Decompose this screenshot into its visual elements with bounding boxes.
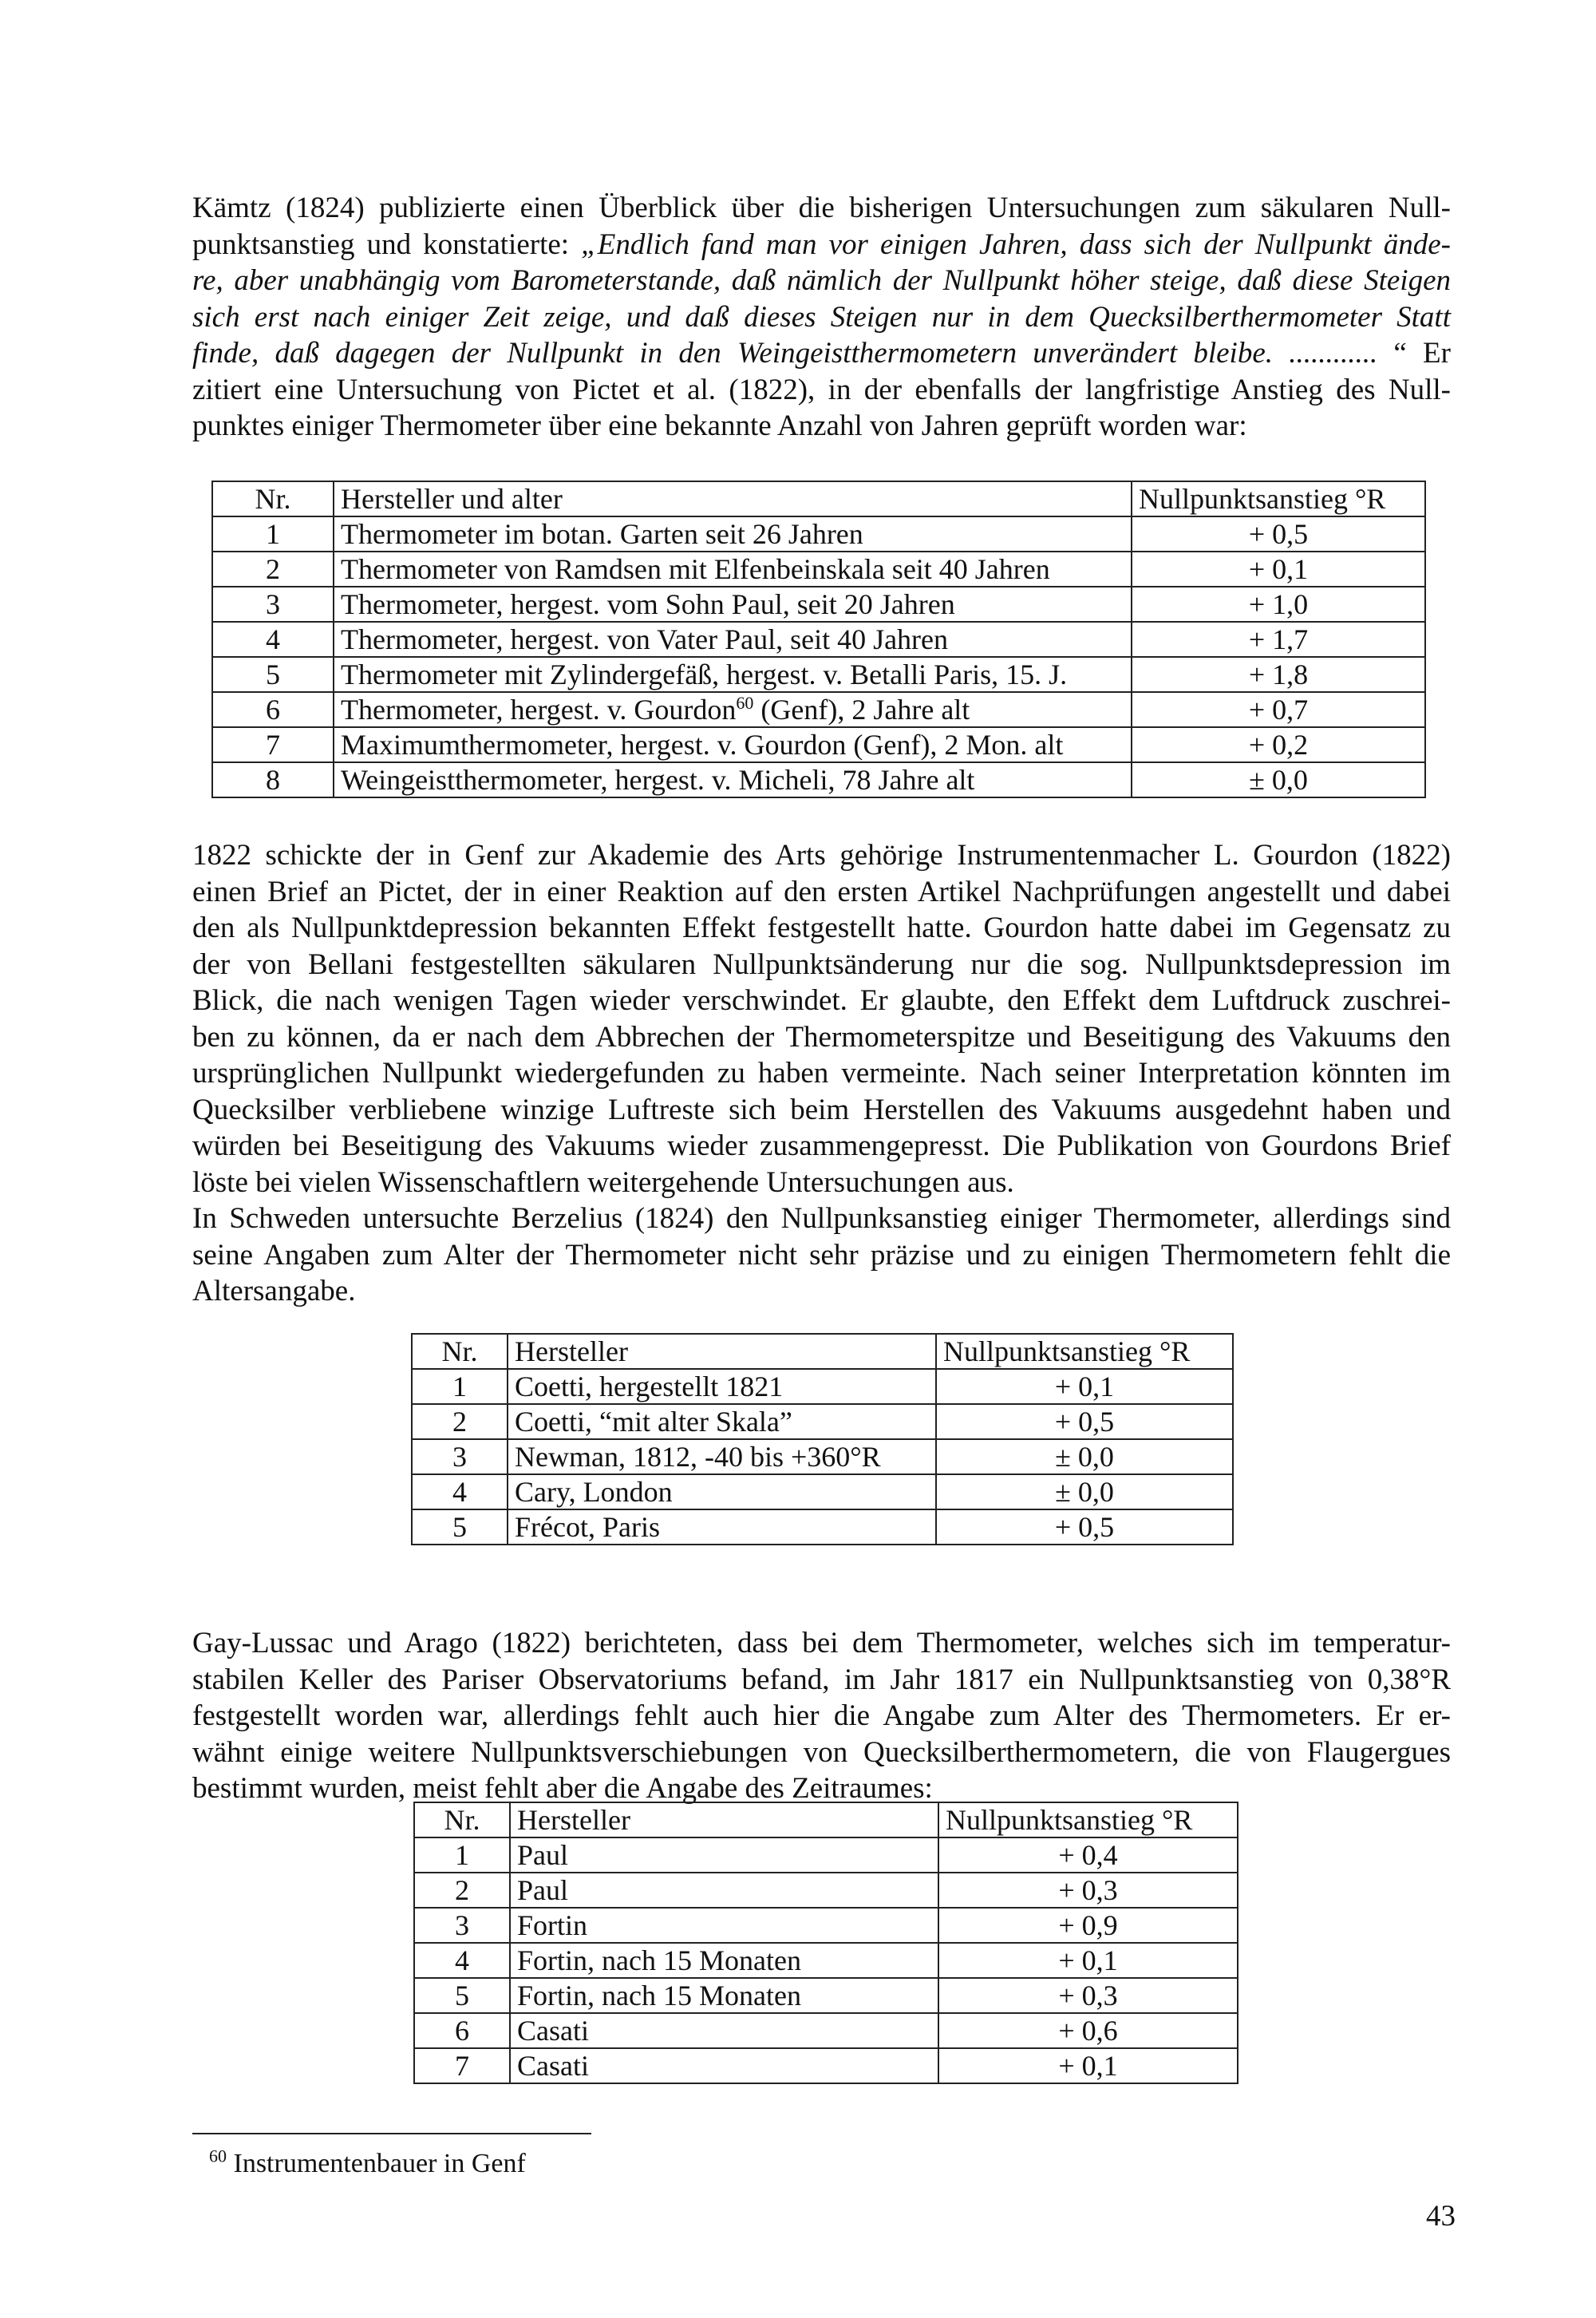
- zero-rise-cell: ± 0,0: [936, 1474, 1233, 1509]
- manufacturer-cell: Thermometer, hergest. von Vater Paul, seit 40 Jahren: [334, 622, 1132, 657]
- number-cell: 3: [414, 1908, 510, 1943]
- body-text: ben zu können, da er nach dem Abbrechen der Thermometerspitze und Beseitigung des Vakuums den: [192, 1020, 1451, 1054]
- zero-rise-cell: + 0,5: [936, 1509, 1233, 1545]
- manufacturer-cell: Fortin: [510, 1908, 938, 1943]
- text-line: [192, 263, 1451, 299]
- number-cell: 1: [412, 1369, 508, 1404]
- text-line: [192, 910, 1451, 947]
- body-text: stabilen Keller des Pariser Observatoriums befand, im Jahr 1817 ein Nullpunktsanstieg von 0,38°R: [192, 1663, 1451, 1696]
- zero-rise-cell: + 0,2: [1132, 727, 1425, 762]
- zero-rise-cell: + 0,6: [938, 2013, 1238, 2048]
- text-line: [192, 1019, 1451, 1056]
- body-text: den als Nullpunktdepression bekannten Effekt festgestellt hatte. Gourdon hatte dabei im Gegensatz zu: [192, 912, 1451, 944]
- zero-rise-cell: + 0,5: [1132, 516, 1425, 552]
- text-line: [192, 190, 1451, 227]
- manufacturer-cell: Thermometer mit Zylindergefäß, hergest. v. Betalli Paris, 15. J.: [334, 657, 1132, 692]
- body-text: Quecksilber verbliebene winzige Luftreste sich beim Herstellen des Vakuums ausgedehnt haben und: [192, 1093, 1451, 1126]
- number-cell: 1: [414, 1837, 510, 1873]
- table-row: [414, 1873, 1238, 1908]
- table-row: [412, 1509, 1233, 1545]
- number-cell: 2: [212, 552, 334, 587]
- zero-rise-cell: + 0,3: [938, 1978, 1238, 2013]
- number-cell: 8: [212, 762, 334, 797]
- quote-text: finde, daß dagegen der Nullpunkt in den Weingeistthermometern unverändert bleibe. ............: [192, 337, 1378, 370]
- paragraph-kaemtz: [192, 190, 1451, 445]
- text-line: [192, 1273, 1451, 1310]
- text-line: [192, 1662, 1451, 1699]
- number-cell: 2: [414, 1873, 510, 1908]
- table-header-row: [414, 1802, 1238, 1837]
- body-text: punktes einiger Thermometer über eine bekannte Anzahl von Jahren geprüft worden war:: [192, 409, 1247, 442]
- number-cell: Nr.: [414, 1802, 510, 1837]
- number-cell: 6: [212, 692, 334, 727]
- text-line: [192, 983, 1451, 1019]
- manufacturer-cell: Frécot, Paris: [508, 1509, 936, 1545]
- text-line: [192, 874, 1451, 911]
- footnote: [209, 2146, 526, 2179]
- table-row: [414, 1908, 1238, 1943]
- text-line: [192, 1698, 1451, 1735]
- table-row: [412, 1404, 1233, 1439]
- quote-text: re, aber unabhängig vom Barometerstande, daß nämlich der Nullpunkt höher steige, daß diese Steigen: [192, 264, 1451, 297]
- footnote-text: Instrumentenbauer in Genf: [233, 2149, 526, 2178]
- number-cell: 1: [212, 516, 334, 552]
- number-cell: 2: [412, 1404, 508, 1439]
- body-text: 1822 schickte der in Genf zur Akademie des Arts gehörige Instrumentenmacher L. Gourdon (1822): [192, 839, 1451, 872]
- manufacturer-cell: Paul: [510, 1873, 938, 1908]
- zero-rise-cell: + 1,0: [1132, 587, 1425, 622]
- manufacturer-cell: Newman, 1812, -40 bis +360°R: [508, 1439, 936, 1474]
- manufacturer-cell: Coetti, “mit alter Skala”: [508, 1404, 936, 1439]
- table-berzelius-thermometers: [411, 1333, 1234, 1545]
- number-cell: 6: [414, 2013, 510, 2048]
- text-line: [192, 1128, 1451, 1165]
- zero-rise-cell: + 0,4: [938, 1837, 1238, 1873]
- text-line: [192, 408, 1451, 445]
- body-text: bestimmt wurden, meist fehlt aber die Angabe des Zeitraumes:: [192, 1772, 933, 1805]
- body-text: würden bei Beseitigung des Vakuums wieder zusammengepresst. Die Publikation von Gourdons Brief: [192, 1129, 1451, 1162]
- zero-rise-cell: + 0,1: [1132, 552, 1425, 587]
- paragraph-gourdon: [192, 837, 1451, 1310]
- table-header-row: [212, 481, 1425, 516]
- text-line: [192, 1237, 1451, 1274]
- body-text: der von Bellani festgestellten säkularen Nullpunktsänderung nur die sog. Nullpunktsdepression im: [192, 947, 1451, 981]
- body-text: Gay-Lussac und Arago (1822) berichteten, dass bei dem Thermometer, welches sich im temperatur-: [192, 1627, 1451, 1659]
- table-row: [212, 516, 1425, 552]
- table-row: [212, 657, 1425, 692]
- text-line: [192, 1201, 1451, 1237]
- manufacturer-cell: Thermometer, hergest. v. Gourdon$^{60}$ (Genf), 2 Jahre alt: [334, 692, 1132, 727]
- number-cell: 4: [212, 622, 334, 657]
- body-text: zitiert eine Untersuchung von Pictet et al. (1822), in der ebenfalls der langfristige Anstieg des Null-: [192, 373, 1451, 406]
- page-number: 43: [1426, 2200, 1456, 2233]
- zero-rise-cell: Nullpunktsanstieg °R: [936, 1334, 1233, 1369]
- body-text: ursprünglichen Nullpunkt wiedergefunden zu haben vermeinte. Nach seiner Interpretation könnten im: [192, 1057, 1451, 1090]
- footnote-divider: [192, 2133, 591, 2134]
- zero-rise-cell: Nullpunktsanstieg °R: [1132, 481, 1425, 516]
- table-header-row: [412, 1334, 1233, 1369]
- table-row: [414, 2048, 1238, 2083]
- zero-rise-cell: + 0,9: [938, 1908, 1238, 1943]
- number-cell: 4: [414, 1943, 510, 1978]
- body-text: wähnt einige weitere Nullpunktsverschiebungen von Quecksilberthermometern, die von Flaugergues: [192, 1735, 1451, 1769]
- number-cell: 7: [414, 2048, 510, 2083]
- body-text: festgestellt worden war, allerdings fehlt auch hier die Angabe zum Alter des Thermometers. Er er-: [192, 1699, 1451, 1732]
- table-row: [212, 692, 1425, 727]
- table-row: [412, 1439, 1233, 1474]
- number-cell: 5: [414, 1978, 510, 2013]
- quote-text: „Endlich fand man vor einigen Jahren, dass sich der Nullpunkt ände-: [581, 227, 1451, 261]
- text-line: [192, 335, 1451, 372]
- manufacturer-cell: Thermometer im botan. Garten seit 26 Jahren: [334, 516, 1132, 552]
- number-cell: Nr.: [212, 481, 334, 516]
- manufacturer-cell: Paul: [510, 1837, 938, 1873]
- manufacturer-cell: Hersteller und alter: [334, 481, 1132, 516]
- table-row: [414, 1837, 1238, 1873]
- manufacturer-cell: Fortin, nach 15 Monaten: [510, 1978, 938, 2013]
- body-text: punktsanstieg und konstatierte:: [192, 227, 582, 261]
- body-text: In Schweden untersuchte Berzelius (1824) den Nullpunksanstieg einiger Thermometer, allerdings sind: [192, 1202, 1451, 1235]
- text-line: [192, 1092, 1451, 1129]
- table-row: [212, 762, 1425, 797]
- manufacturer-cell: Coetti, hergestellt 1821: [508, 1369, 936, 1404]
- manufacturer-cell: Weingeistthermometer, hergest. v. Micheli, 78 Jahre alt: [334, 762, 1132, 797]
- table-row: [212, 587, 1425, 622]
- zero-rise-cell: + 0,1: [936, 1369, 1233, 1404]
- number-cell: 7: [212, 727, 334, 762]
- zero-rise-cell: ± 0,0: [1132, 762, 1425, 797]
- text-line: [192, 372, 1451, 409]
- zero-rise-cell: + 0,3: [938, 1873, 1238, 1908]
- zero-rise-cell: + 1,7: [1132, 622, 1425, 657]
- table-row: [212, 622, 1425, 657]
- manufacturer-cell: Fortin, nach 15 Monaten: [510, 1943, 938, 1978]
- zero-rise-cell: + 1,8: [1132, 657, 1425, 692]
- footnote-number: 60: [209, 2146, 227, 2166]
- number-cell: Nr.: [412, 1334, 508, 1369]
- text-line: [192, 299, 1451, 336]
- body-text: einen Brief an Pictet, der in einer Reaktion auf den ersten Artikel Nachprüfungen angestellt und dabei: [192, 875, 1451, 908]
- table-flaugergues-thermometers: [413, 1802, 1238, 2084]
- manufacturer-cell: Casati: [510, 2013, 938, 2048]
- zero-rise-cell: Nullpunktsanstieg °R: [938, 1802, 1238, 1837]
- text-line: [192, 837, 1451, 874]
- number-cell: 3: [412, 1439, 508, 1474]
- body-text: Kämtz (1824) publizierte einen Überblick über die bisherigen Untersuchungen zum säkularen Null-: [192, 192, 1451, 224]
- table-row: [212, 727, 1425, 762]
- footnote-ref: 60: [736, 693, 754, 713]
- manufacturer-cell: Hersteller: [510, 1802, 938, 1837]
- manufacturer-cell: Casati: [510, 2048, 938, 2083]
- number-cell: 4: [412, 1474, 508, 1509]
- text-line: [192, 947, 1451, 983]
- number-cell: 5: [412, 1509, 508, 1545]
- body-text: seine Angaben zum Alter der Thermometer nicht sehr präzise und zu einigen Thermometern fehlt die: [192, 1238, 1451, 1272]
- body-text: Altersangabe.: [192, 1275, 356, 1307]
- body-text: Blick, die nach wenigen Tagen wieder verschwindet. Er glaubte, den Effekt dem Luftdruck zuschrei-: [192, 984, 1451, 1017]
- table-row: [212, 552, 1425, 587]
- text-line: [192, 1055, 1451, 1092]
- table-row: [414, 2013, 1238, 2048]
- table-pictet-thermometers: [211, 481, 1426, 798]
- text-line: [192, 1625, 1451, 1662]
- text-line: [192, 1165, 1451, 1201]
- number-cell: 5: [212, 657, 334, 692]
- quote-text: sich erst nach einiger Zeit zeige, und daß dieses Steigen nur in dem Quecksilberthermometer Statt: [192, 300, 1451, 334]
- body-text: löste bei vielen Wissenschaftlern weitergehende Untersuchungen aus.: [192, 1165, 1014, 1199]
- manufacturer-cell: Cary, London: [508, 1474, 936, 1509]
- manufacturer-cell: Thermometer von Ramdsen mit Elfenbeinskala seit 40 Jahren: [334, 552, 1132, 587]
- paragraph-gay-lussac: [192, 1625, 1451, 1807]
- table-row: [412, 1474, 1233, 1509]
- zero-rise-cell: ± 0,0: [936, 1439, 1233, 1474]
- table-row: [412, 1369, 1233, 1404]
- text-line: [192, 1735, 1451, 1771]
- manufacturer-cell: Thermometer, hergest. vom Sohn Paul, seit 20 Jahren: [334, 587, 1132, 622]
- zero-rise-cell: + 0,7: [1132, 692, 1425, 727]
- body-text: “ Er: [1377, 337, 1451, 370]
- zero-rise-cell: + 0,1: [938, 2048, 1238, 2083]
- manufacturer-cell: Maximumthermometer, hergest. v. Gourdon (Genf), 2 Mon. alt: [334, 727, 1132, 762]
- table-row: [414, 1943, 1238, 1978]
- text-line: [192, 227, 1451, 263]
- manufacturer-cell: Hersteller: [508, 1334, 936, 1369]
- number-cell: 3: [212, 587, 334, 622]
- table-row: [414, 1978, 1238, 2013]
- zero-rise-cell: + 0,1: [938, 1943, 1238, 1978]
- zero-rise-cell: + 0,5: [936, 1404, 1233, 1439]
